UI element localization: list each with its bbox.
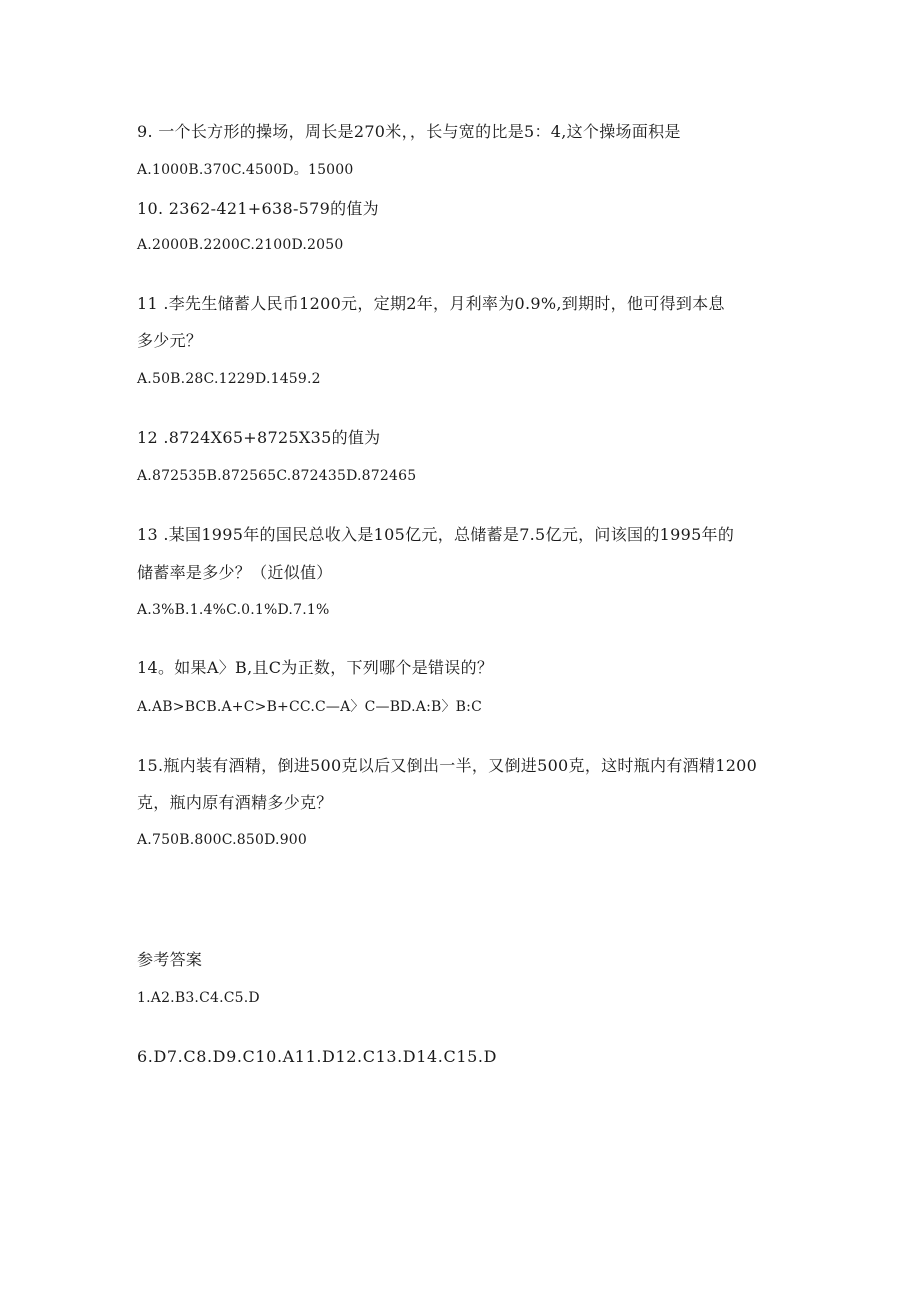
question-11-options: A.50B.28C.1229D.1459.2 — [137, 371, 321, 387]
question-13-stem-line2: 储蓄率是多少？（近似值） — [137, 563, 333, 582]
answer-key-line-1: 1.A2.B3.C4.C5.D — [137, 990, 260, 1006]
question-10-stem: 10. 2362-421+638-579的值为 — [137, 199, 379, 218]
question-9-stem: 9. 一个长方形的操场，周长是270米，，长与宽的比是5：4,这个操场面积是 — [137, 122, 681, 141]
question-10-options: A.2000B.2200C.2100D.2050 — [137, 237, 344, 253]
question-13-options: A.3%B.1.4%C.0.1%D.7.1% — [137, 602, 330, 618]
question-13-stem-line1: 13 .某国1995年的国民总收入是105亿元，总储蓄是7.5亿元，问该国的1995年的 — [137, 525, 735, 544]
answer-key-line-2: 6.D7.C8.D9.C10.A11.D12.C13.D14.C15.D — [137, 1047, 497, 1066]
question-12-stem: 12 .8724X65+8725X35的值为 — [137, 428, 381, 447]
question-12-options: A.872535B.872565C.872435D.872465 — [137, 468, 417, 484]
question-9-options: A.1000B.370C.4500D。15000 — [137, 162, 354, 178]
question-14-stem: 14。如果A〉B,且C为正数，下列哪个是错误的？ — [137, 658, 494, 677]
question-11-stem-line1: 11 .李先生储蓄人民币1200元，定期2年，月利率为0.9%,到期时，他可得到本息 — [137, 294, 725, 313]
question-14-options: A.AB>BCB.A+C>B+CC.C—A〉C—BD.A:B〉B:C — [137, 699, 482, 715]
question-15-stem-line1: 15.瓶内装有酒精，倒进500克以后又倒出一半，又倒进500克，这时瓶内有酒精1200 — [137, 756, 758, 775]
answer-key-heading: 参考答案 — [137, 950, 203, 969]
question-15-stem-line2: 克，瓶内原有酒精多少克？ — [137, 793, 333, 812]
question-15-options: A.750B.800C.850D.900 — [137, 832, 308, 848]
question-11-stem-line2: 多少元？ — [137, 331, 203, 350]
